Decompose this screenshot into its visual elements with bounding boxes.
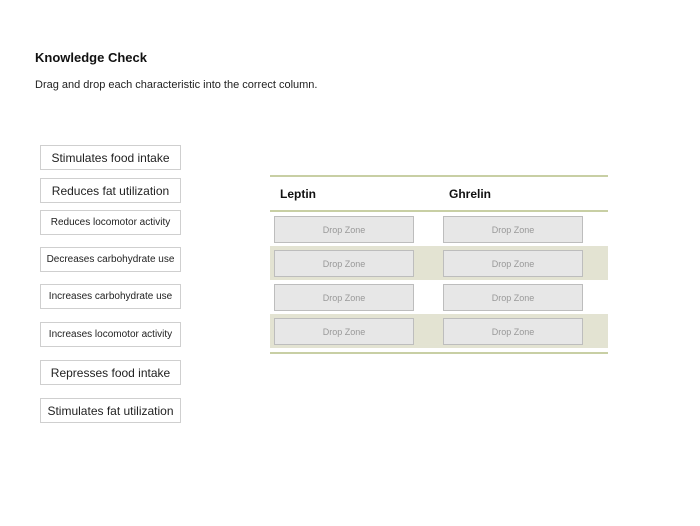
drag-card-reduces-locomotor-activity[interactable]: Reduces locomotor activity xyxy=(40,210,181,235)
drop-zone-ghrelin[interactable]: Drop Zone xyxy=(443,216,583,243)
sorting-table xyxy=(270,175,608,354)
drag-card-increases-locomotor-activity[interactable]: Increases locomotor activity xyxy=(40,322,181,347)
drop-zone-ghrelin[interactable]: Drop Zone xyxy=(443,284,583,311)
drag-card-represses-food-intake[interactable]: Represses food intake xyxy=(40,360,181,385)
column-header-leptin: Leptin xyxy=(280,187,316,201)
drop-zone-leptin[interactable]: Drop Zone xyxy=(274,318,414,345)
drag-card-reduces-fat-utilization[interactable]: Reduces fat utilization xyxy=(40,178,181,203)
drag-card-decreases-carbohydrate-use[interactable]: Decreases carbohydrate use xyxy=(40,247,181,272)
table-header xyxy=(270,177,608,210)
drop-zone-leptin[interactable]: Drop Zone xyxy=(274,284,414,311)
drop-zone-ghrelin[interactable]: Drop Zone xyxy=(443,318,583,345)
drop-zone-leptin[interactable]: Drop Zone xyxy=(274,216,414,243)
table-row xyxy=(270,246,608,280)
column-header-ghrelin: Ghrelin xyxy=(449,187,492,201)
instructions-text: Drag and drop each characteristic into the correct column. xyxy=(35,79,318,91)
drag-card-increases-carbohydrate-use[interactable]: Increases carbohydrate use xyxy=(40,284,181,309)
table-row xyxy=(270,212,608,246)
drag-card-stimulates-fat-utilization[interactable]: Stimulates fat utilization xyxy=(40,398,181,423)
page-title: Knowledge Check xyxy=(35,50,147,65)
drag-card-stimulates-food-intake[interactable]: Stimulates food intake xyxy=(40,145,181,170)
drop-zone-leptin[interactable]: Drop Zone xyxy=(274,250,414,277)
table-row xyxy=(270,280,608,314)
drop-zone-ghrelin[interactable]: Drop Zone xyxy=(443,250,583,277)
table-bottom-rule xyxy=(270,352,608,354)
table-row xyxy=(270,314,608,348)
